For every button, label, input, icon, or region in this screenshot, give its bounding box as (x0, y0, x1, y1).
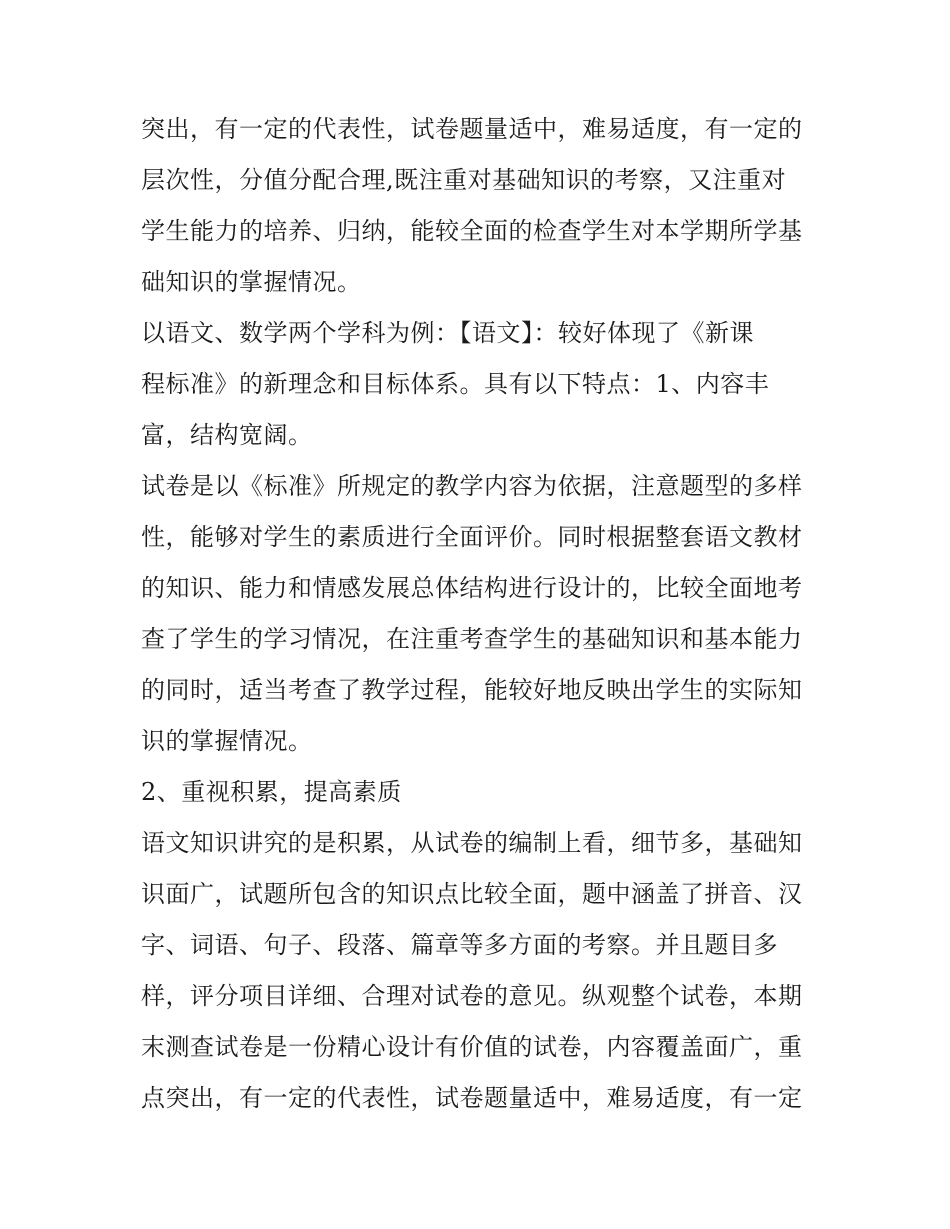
text-line: 字、词语、句子、段落、篇章等多方面的考察。并且题目多 (141, 931, 778, 959)
text-line: 础知识的掌握情况。 (141, 268, 362, 296)
text-line: 性，能够对学生的素质进行全面评价。同时根据整套语文教材 (141, 523, 803, 551)
text-line: 程标准》的新理念和目标体系。具有以下特点：1、内容丰 (141, 370, 770, 398)
text-line: 的知识、能力和情感发展总体结构进行设计的，比较全面地考 (141, 574, 803, 602)
text-line: 以语文、数学两个学科为例：【语文】：较好体现了《新课 (141, 319, 754, 347)
text-line: 的同时，适当考查了教学过程，能较好地反映出学生的实际知 (141, 676, 803, 704)
text-line: 学生能力的培养、归纳，能较全面的检查学生对本学期所学基 (141, 217, 803, 245)
text-line: 点突出，有一定的代表性，试卷题量适中，难易适度，有一定 (141, 1084, 803, 1112)
text-line: 识的掌握情况。 (141, 727, 313, 755)
text-line: 突出，有一定的代表性，试卷题量适中，难易适度，有一定的 (141, 115, 803, 143)
section-heading: 2、重视积累，提高素质 (141, 778, 402, 806)
text-line: 查了学生的学习情况，在注重考查学生的基础知识和基本能力 (141, 625, 803, 653)
text-line: 样，评分项目详细、合理对试卷的意见。纵观整个试卷，本期 (141, 982, 803, 1010)
text-line: 识面广，试题所包含的知识点比较全面，题中涵盖了拼音、汉 (141, 880, 803, 908)
text-line: 试卷是以《标准》所规定的教学内容为依据，注意题型的多样 (141, 472, 803, 500)
text-line: 语文知识讲究的是积累，从试卷的编制上看，细节多，基础知 (141, 829, 803, 857)
text-line: 层次性，分值分配合理,既注重对基础知识的考察，又注重对 (141, 166, 787, 194)
text-line: 末测查试卷是一份精心设计有价值的试卷，内容覆盖面广，重 (141, 1033, 803, 1061)
document-body (141, 104, 821, 1124)
text-line: 富，结构宽阔。 (141, 421, 313, 449)
